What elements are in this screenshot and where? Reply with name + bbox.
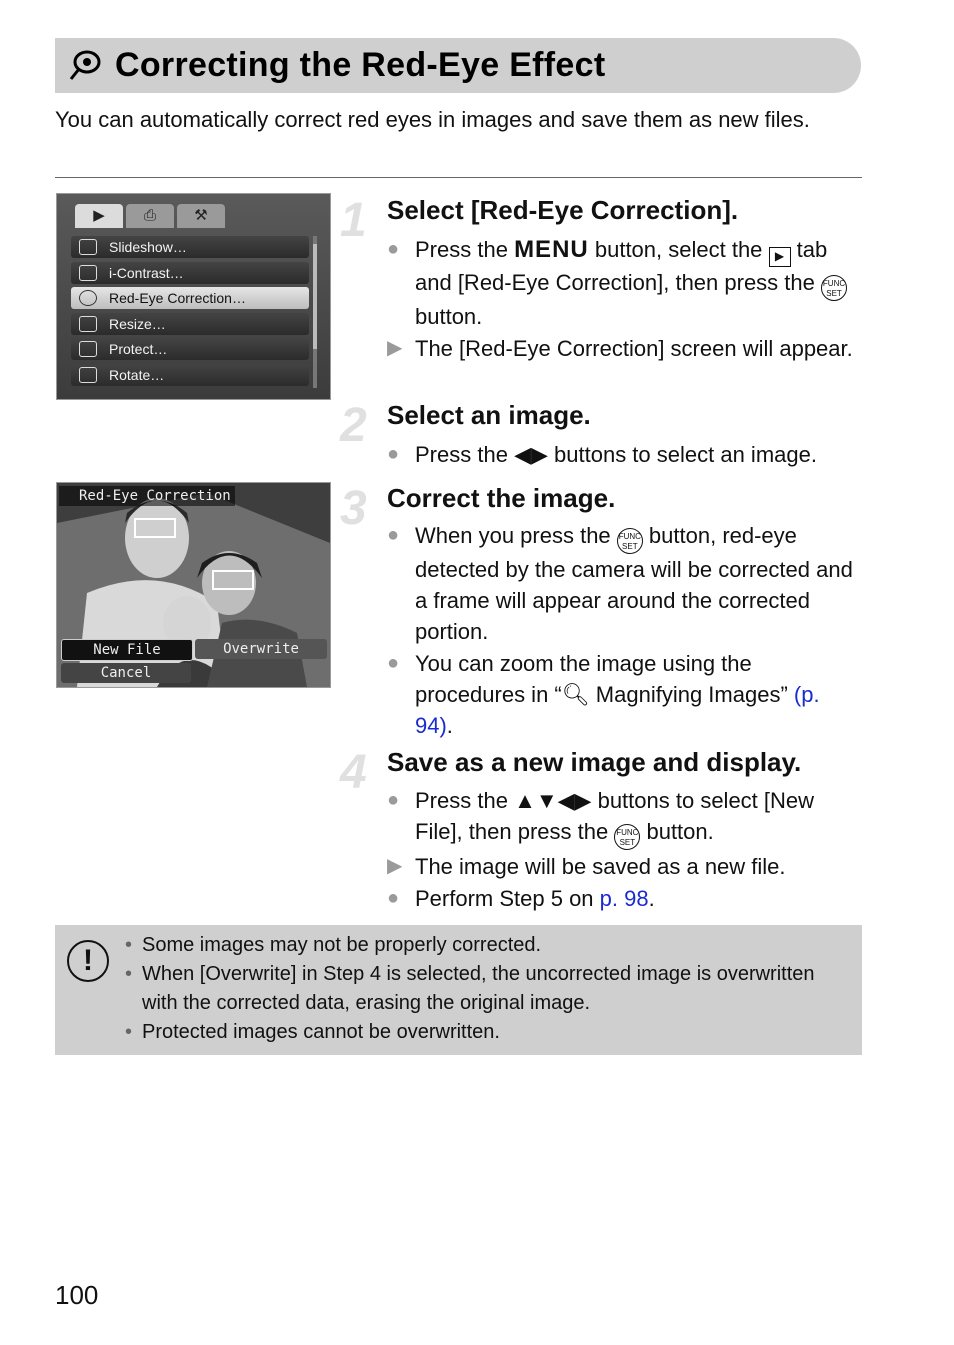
step-bullets [387, 439, 862, 471]
caution-box [55, 925, 862, 1055]
menu-item-label: Protect… [109, 341, 168, 358]
menu-screenshot [56, 193, 331, 400]
bullet-circle-icon: ● [387, 887, 400, 909]
step-bullets [387, 520, 862, 742]
result-arrow-icon: ▶ [387, 337, 403, 359]
left-right-arrows-icon: ◀▶ [514, 442, 548, 467]
menu-item-red-eye-correction [71, 287, 309, 309]
new-file-button: New File [61, 639, 193, 661]
resize-icon [79, 316, 97, 332]
menu-item-label: i-Contrast… [109, 264, 184, 281]
menu-item-label: Resize… [109, 315, 166, 332]
menu-list [71, 236, 309, 390]
step-number: 4 [340, 746, 367, 799]
step-bullet: ● Press the MENU button, select the ▶ tab and [Red-Eye Correction], then press the FUNC SET button. [387, 236, 846, 329]
menu-item-label: Slideshow… [109, 239, 187, 255]
step-title: Save as a new image and display. [387, 747, 802, 777]
playback-tab-icon: ▶ [75, 204, 123, 228]
menu-scroll-thumb [313, 244, 317, 349]
intro-text: You can automatically correct red eyes in images and save them as new files. [55, 107, 810, 132]
playback-icon: ▶ [769, 247, 791, 267]
menu-item-protect [71, 338, 309, 360]
caution-note: • Protected images cannot be overwritten. [125, 1021, 500, 1043]
step-number: 2 [340, 399, 367, 452]
step-number: 3 [340, 482, 367, 535]
step-number: 1 [340, 194, 367, 247]
caution-notes [125, 931, 845, 1047]
step-title: Select [Red-Eye Correction]. [387, 195, 739, 225]
print-tab-icon: ⎙ [126, 204, 174, 228]
step-result: ▶ The image will be saved as a new file. [387, 851, 862, 882]
step-bullet: ● Press the ▲▼◀▶ buttons to select [New File], then press the FUNC SET button. [387, 785, 862, 850]
menu-item-rotate [71, 364, 309, 386]
result-arrow-icon: ▶ [387, 855, 403, 877]
settings-tab-icon: ⚒ [177, 204, 225, 228]
menu-item-i-contrast [71, 262, 309, 284]
page-number: 100 [55, 1280, 99, 1310]
page-link-98[interactable]: p. 98 [599, 886, 649, 911]
step-bullet: ● You can zoom the image using the procedures in “🔍︎ Magnifying Images” (p. 94). [387, 648, 862, 741]
rotate-icon [79, 367, 97, 383]
menu-item-label: Red-Eye Correction… [109, 290, 246, 307]
red-eye-correction-screenshot [56, 482, 331, 688]
slideshow-icon [79, 239, 97, 255]
menu-tabs [75, 204, 225, 228]
caution-note: • When [Overwrite] in Step 4 is selected, the uncorrected image is overwritten with the corrected data, erasing the original image. [125, 963, 815, 1014]
page-title: Correcting the Red-Eye Effect [115, 46, 606, 84]
red-eye-icon [68, 48, 102, 82]
step-bullets [387, 234, 862, 365]
step-bullets [387, 785, 862, 915]
screen-label: Red-Eye Correction [59, 486, 235, 506]
menu-item-label: Rotate… [109, 366, 165, 383]
bullet-circle-icon: ● [387, 652, 400, 674]
bullet-circle-icon: ● [387, 524, 400, 546]
step-bullet: ● Perform Step 5 on p. 98. [387, 883, 862, 914]
bullet-circle-icon: ● [387, 443, 400, 465]
caution-icon: ! [67, 940, 109, 982]
overwrite-button: Overwrite [195, 639, 327, 659]
magnify-icon: 🔍︎ [561, 682, 590, 707]
step-result: ▶ The [Red-Eye Correction] screen will appear. [387, 333, 862, 364]
step-title: Correct the image. [387, 483, 616, 513]
step-bullet: ● When you press the FUNC SET button, red-eye detected by the camera will be corrected and a frame will appear around the corrected portion. [387, 520, 862, 647]
bullet-circle-icon: ● [387, 238, 400, 260]
step-bullet: ● Press the ◀▶ buttons to select an image. [387, 439, 862, 470]
page-link-94[interactable]: (p. 94) [415, 682, 820, 738]
bullet-circle-icon: ● [387, 789, 400, 811]
step-title: Select an image. [387, 400, 591, 430]
i-contrast-icon [79, 265, 97, 281]
red-eye-icon [79, 290, 97, 306]
func-set-button-icon: FUNC SET [617, 528, 643, 554]
func-set-button-icon: FUNC SET [821, 275, 847, 301]
caution-note: • Some images may not be properly corrected. [125, 934, 542, 956]
section-title-bar [55, 38, 861, 93]
divider [55, 177, 862, 178]
cancel-button: Cancel [61, 663, 191, 683]
four-way-arrows-icon: ▲▼◀▶ [514, 788, 592, 813]
menu-item-slideshow [71, 236, 309, 258]
func-set-button-icon: FUNC SET [614, 824, 640, 850]
key-icon [79, 341, 97, 357]
menu-button-label: MENU [514, 236, 589, 263]
menu-item-resize [71, 313, 309, 335]
